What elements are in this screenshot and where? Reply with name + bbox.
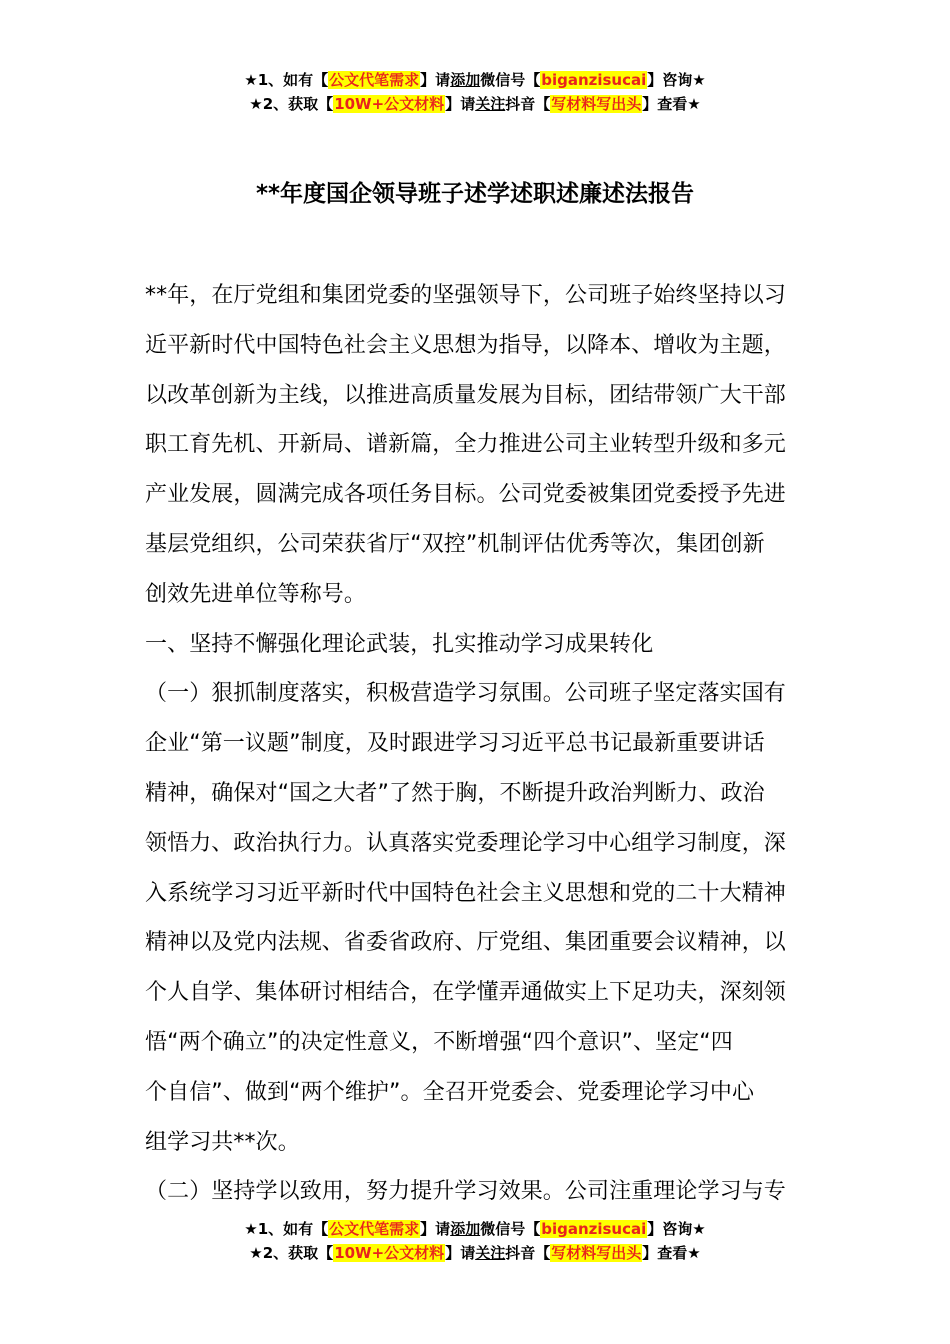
highlight-douyin-id: 写材料写出头 [551, 95, 642, 113]
body-line: 基层党组织，公司荣获省厅“双控”机制评估优秀等次，集团创新 [145, 531, 765, 557]
body-line: 精神，确保对“国之大者”了然于胸，不断提升政治判断力、政治 [145, 780, 765, 806]
body-line: 个自信”、做到“两个维护”。全召开党委会、党委理论学习中心 [145, 1079, 755, 1105]
promo-line-1 [0, 1217, 950, 1241]
body-line: 产业发展，圆满完成各项任务目标。公司党委被集团党委授予先进 [145, 482, 786, 508]
highlight-service: 公文代笔需求 [329, 71, 420, 89]
underlined-text: 添加 [450, 1220, 481, 1238]
body-line: 职工育先机、开新局、谱新篇，全力推进公司主业转型升级和多元 [145, 432, 786, 458]
body-line: 以改革创新为主线，以推进高质量发展为目标，团结带领广大干部 [145, 382, 786, 408]
body-line: 创效先进单位等称号。 [145, 581, 367, 607]
body-line: 入系统学习习近平新时代中国特色社会主义思想和党的二十大精神 [145, 880, 786, 906]
promo-line-1 [0, 68, 950, 92]
body-line: **年，在厅党组和集团党委的坚强领导下，公司班子始终坚持以习 [145, 283, 787, 308]
underlined-text: 关注 [475, 1244, 506, 1262]
highlight-douyin-id: 写材料写出头 [551, 1244, 642, 1262]
highlight-wechat-id: biganzisucai [541, 1220, 647, 1238]
promo-text: 】请 [420, 1220, 451, 1238]
promo-text: 抖音【 [505, 95, 551, 113]
underlined-text: 关注 [475, 95, 506, 113]
highlight-service: 公文代笔需求 [329, 1220, 420, 1238]
body-line: 组学习共**次。 [145, 1129, 300, 1155]
promo-text: 微信号【 [480, 1220, 541, 1238]
promo-text: 】请 [445, 1244, 476, 1262]
promo-text: 】请 [420, 71, 451, 89]
highlight-wechat-id: biganzisucai [541, 71, 647, 89]
promo-text: 抖音【 [505, 1244, 551, 1262]
promo-text: 】查看★ [642, 95, 701, 113]
body-line: 个人自学、集体研讨相结合，在学懂弄通做实上下足功夫，深刻领 [145, 980, 786, 1006]
body-line: 领悟力、政治执行力。认真落实党委理论学习中心组学习制度，深 [145, 830, 786, 856]
body-line: 悟“两个确立”的决定性意义，不断增强“四个意识”、坚定“四 [145, 1029, 733, 1055]
promo-line-2 [0, 1241, 950, 1265]
body-line: 精神以及党内法规、省委省政府、厅党组、集团重要会议精神，以 [145, 930, 786, 956]
document-body [145, 271, 815, 1217]
promo-text: ★2、获取【 [249, 1244, 334, 1262]
underlined-text: 添加 [450, 71, 481, 89]
promo-text: 】请 [445, 95, 476, 113]
promo-line-2 [0, 92, 950, 116]
promo-text: 】查看★ [642, 1244, 701, 1262]
body-line: 企业“第一议题”制度，及时跟进学习习近平总书记最新重要讲话 [145, 731, 765, 757]
body-line: （一）狠抓制度落实，积极营造学习氛围。公司班子坚定落实国有 [145, 681, 786, 707]
body-line: （二）坚持学以致用，努力提升学习效果。公司注重理论学习与专 [145, 1179, 786, 1205]
section-heading: 一、坚持不懈强化理论武装，扎实推动学习成果转化 [145, 631, 654, 657]
document-title: **年度国企领导班子述学述职述廉述法报告 [255, 181, 695, 207]
promo-banner-top [0, 68, 950, 116]
promo-text: 微信号【 [480, 71, 541, 89]
promo-text: ★2、获取【 [249, 95, 334, 113]
promo-text: 】咨询★ [647, 71, 706, 89]
promo-text: 】咨询★ [647, 1220, 706, 1238]
highlight-materials: 10W+公文材料 [334, 1244, 445, 1262]
body-line: 近平新时代中国特色社会主义思想为指导，以降本、增收为主题， [145, 332, 786, 358]
promo-text: ★1、如有【 [244, 71, 329, 89]
promo-text: ★1、如有【 [244, 1220, 329, 1238]
highlight-materials: 10W+公文材料 [334, 95, 445, 113]
promo-banner-bottom [0, 1217, 950, 1265]
